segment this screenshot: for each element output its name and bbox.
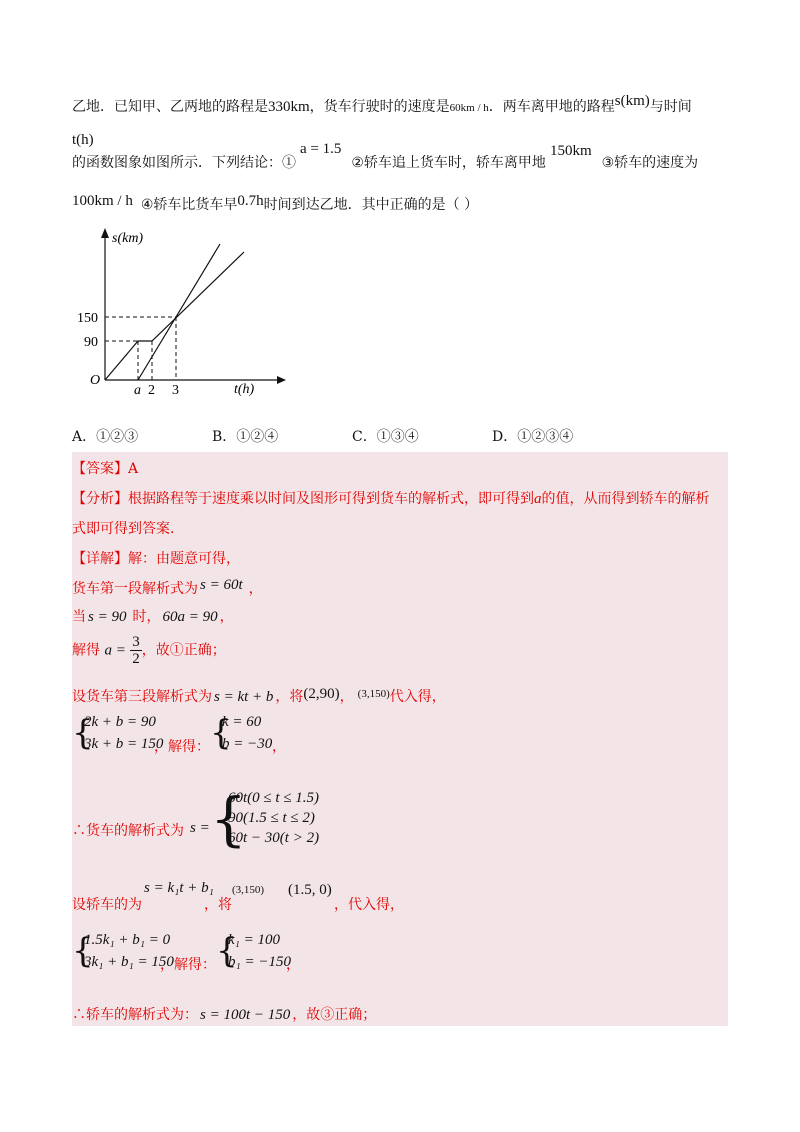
x-tick-a: a bbox=[134, 383, 141, 398]
solve-a-line: 解得 a = $\frac{3}{2}$ ，故①正确； bbox=[72, 634, 226, 667]
truck-piece-2: 90(1.5 ≤ t ≤ 2) bbox=[228, 810, 315, 826]
car-line bbox=[138, 244, 220, 380]
question-text: 乙地．已知甲、乙两地的路程是 bbox=[72, 99, 268, 115]
fraction-3-2: $\frac{3}{2}$ bbox=[132, 634, 140, 667]
option-c[interactable]: C．①③④ bbox=[352, 429, 419, 445]
car-point-1: (3,150) bbox=[232, 884, 265, 896]
speed-value: 60km / h bbox=[449, 102, 489, 114]
truck-seg1-line: 货车第一段解析式为 s = 60t ， bbox=[72, 577, 263, 597]
option-b[interactable]: B．①②④ bbox=[212, 429, 279, 445]
origin-label: O bbox=[90, 373, 101, 388]
truck-seg3-line: 设货车第三段解析式为 s = kt + b ，将(2,90)， $^{(3,150)}$代入得， bbox=[72, 686, 446, 705]
left-brace: { bbox=[72, 713, 94, 753]
x-axis-arrow bbox=[277, 376, 286, 384]
left-brace: { bbox=[72, 931, 94, 971]
y-axis-label: s(km) bbox=[112, 231, 144, 246]
when-line: 当 s = 90 时， 60a = 90 ， bbox=[72, 609, 234, 625]
left-brace: { bbox=[210, 785, 247, 853]
s-variable: s(km) bbox=[614, 93, 650, 109]
truck-lhs: s = bbox=[190, 820, 210, 836]
question-text: 与时间 bbox=[649, 99, 692, 115]
left-brace: { bbox=[216, 931, 238, 971]
question-text: ④轿车比货车早 bbox=[140, 197, 238, 213]
question-text: ③轿车的速度为 bbox=[601, 155, 699, 171]
truck-result-text: ∴货车的解析式为 bbox=[72, 823, 184, 839]
answer-line: 【答案】A bbox=[72, 461, 139, 477]
truck-piece-1: 60t(0 ≤ t ≤ 1.5) bbox=[228, 790, 320, 806]
car-setup-end: ，代入得， bbox=[334, 897, 404, 913]
t-variable: t(h) bbox=[72, 132, 94, 148]
y-axis-arrow bbox=[101, 228, 109, 238]
question-text: ②轿车追上货车时，轿车离甲地 bbox=[351, 155, 546, 171]
truck-line bbox=[105, 252, 244, 380]
option-d[interactable]: D．①②③④ bbox=[492, 429, 574, 445]
distance-value: 330km bbox=[268, 99, 310, 115]
analysis-line-1: 【分析】根据路程等于速度乘以时间及图形可得到货车的解析式，即可得到a的值，从而得到轿车的解析 bbox=[72, 491, 710, 507]
car-setup-text: 设轿车的为 bbox=[72, 897, 142, 913]
distance-time-graph bbox=[72, 222, 292, 402]
truck-piece-3: 60t − 30(t > 2) bbox=[228, 830, 320, 846]
conclusion-2: 150km bbox=[549, 143, 592, 159]
question-text: 时间到达乙地．其中正确的是（ ） bbox=[263, 197, 479, 213]
left-brace: { bbox=[210, 713, 232, 753]
x-tick-3: 3 bbox=[172, 383, 179, 398]
detail-line: 【详解】解：由题意可得， bbox=[72, 551, 240, 567]
y-tick-90: 90 bbox=[84, 335, 98, 350]
question-line-3 bbox=[72, 194, 478, 214]
x-tick-2: 2 bbox=[148, 383, 155, 398]
option-a[interactable]: A．①②③ bbox=[72, 429, 139, 445]
question-text: ．两车离甲地的路程 bbox=[488, 99, 615, 115]
car-point-2: (1.5, 0) bbox=[288, 882, 332, 898]
car-setup-mid: ，将 bbox=[204, 897, 232, 913]
x-axis-label: t(h) bbox=[234, 382, 255, 397]
question-line-1 bbox=[72, 93, 692, 116]
y-tick-150: 150 bbox=[77, 311, 98, 326]
conclusion-3: 100km / h bbox=[72, 193, 133, 209]
question-line-2b bbox=[72, 141, 699, 172]
conclusion-1: a = 1.5 bbox=[300, 141, 342, 157]
analysis-line-2: 式即可得到答案． bbox=[72, 521, 184, 537]
question-text: ，货车行驶时的速度是 bbox=[309, 99, 450, 115]
conclusion-4: 0.7h bbox=[237, 193, 264, 209]
car-result-line: ∴轿车的解析式为： s = 100t − 150 ，故③正确； bbox=[72, 1007, 377, 1023]
question-text: 的函数图象如图所示．下列结论：① bbox=[72, 155, 296, 171]
car-eq: s = k₁t + b₁ bbox=[144, 880, 214, 896]
